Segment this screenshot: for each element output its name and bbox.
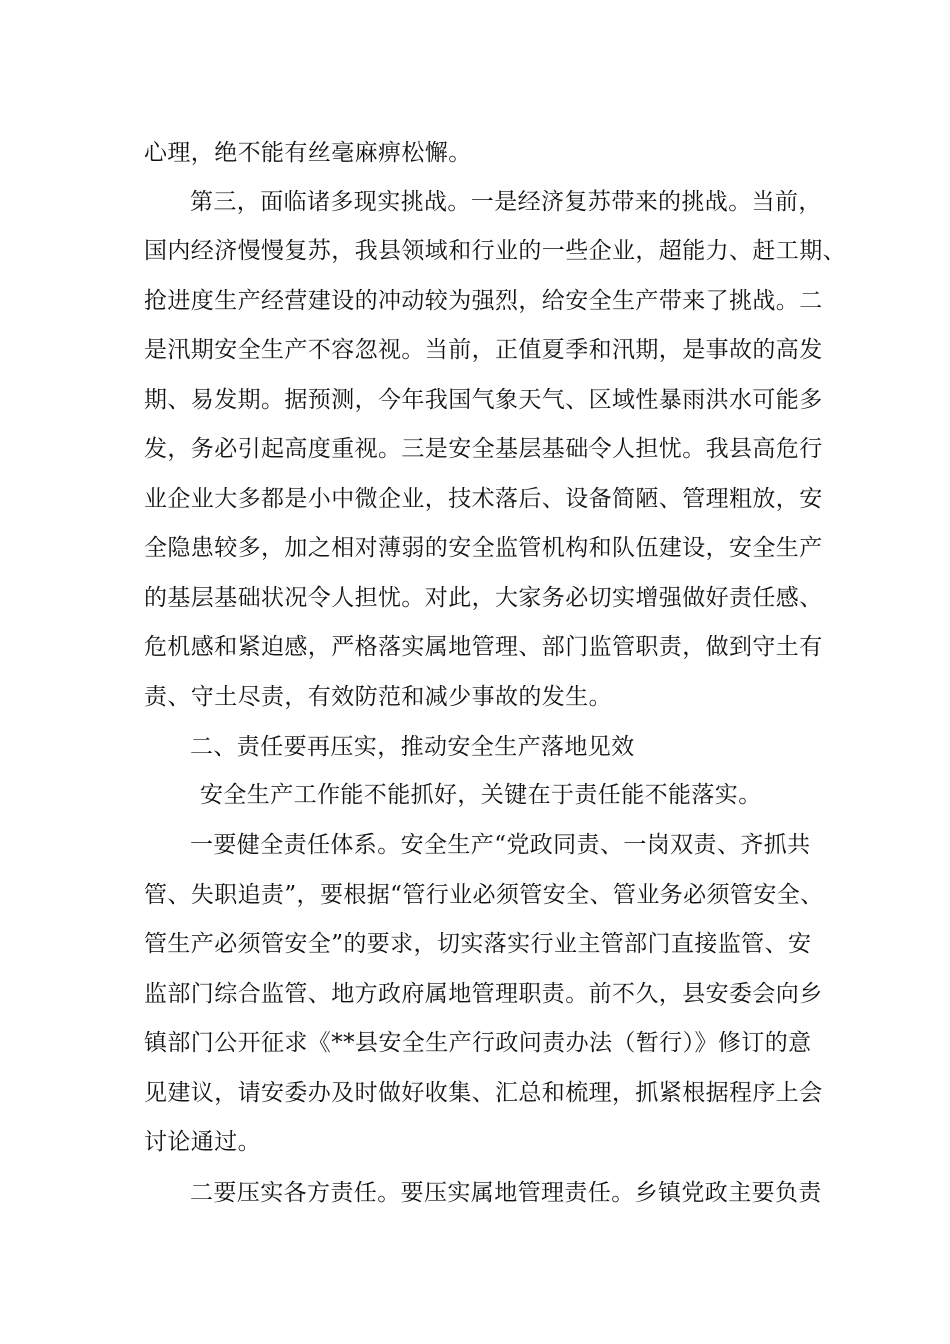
text-line: 发，务必引起高度重视。三是安全基层基础令人担忧。我县高危行 <box>144 436 823 462</box>
text-line: 是汛期安全生产不容忽视。当前，正值夏季和汛期，是事故的高发 <box>144 337 823 363</box>
text-line: 安全生产工作能不能抓好，关键在于责任能不能落实。 <box>200 782 762 808</box>
text-line: 责、守土尽责，有效防范和减少事故的发生。 <box>144 684 612 710</box>
text-line: 抢进度生产经营建设的冲动较为强烈，给安全生产带来了挑战。二 <box>144 288 823 314</box>
text-line: 二要压实各方责任。要压实属地管理责任。乡镇党政主要负责 <box>190 1180 822 1206</box>
text-line: 讨论通过。 <box>144 1129 261 1155</box>
text-line: 心理，绝不能有丝毫麻痹松懈。 <box>144 140 472 166</box>
text-line: 镇部门公开征求《**县安全生产行政问责办法（暂行）》修订的意 <box>144 1030 812 1056</box>
text-line: 第三，面临诸多现实挑战。一是经济复苏带来的挑战。当前， <box>190 189 822 215</box>
text-line: 全隐患较多，加之相对薄弱的安全监管机构和队伍建设，安全生产 <box>144 535 823 561</box>
text-line: 的基层基础状况令人担忧。对此，大家务必切实增强做好责任感、 <box>144 585 823 611</box>
text-line: 期、易发期。据预测，今年我国气象天气、区域性暴雨洪水可能多 <box>144 387 823 413</box>
text-line: 管生产必须管安全”的要求，切实落实行业主管部门直接监管、安 <box>144 931 812 957</box>
text-line: 见建议，请安委办及时做好收集、汇总和梳理，抓紧根据程序上会 <box>144 1080 823 1106</box>
text-line: 国内经济慢慢复苏，我县领域和行业的一些企业，超能力、赶工期、 <box>144 238 846 264</box>
section-heading: 二、责任要再压实，推动安全生产落地见效 <box>190 734 635 760</box>
text-line: 业企业大多都是小中微企业，技术落后、设备简陋、管理粗放，安 <box>144 486 823 512</box>
text-line: 管、失职追责”，要根据“管行业必须管安全、管业务必须管安全、 <box>144 882 824 908</box>
text-line: 危机感和紧迫感，严格落实属地管理、部门监管职责，做到守土有 <box>144 634 823 660</box>
text-line: 监部门综合监管、地方政府属地管理职责。前不久，县安委会向乡 <box>144 981 823 1007</box>
text-line: 一要健全责任体系。安全生产“党政同责、一岗双责、齐抓共 <box>190 832 811 858</box>
